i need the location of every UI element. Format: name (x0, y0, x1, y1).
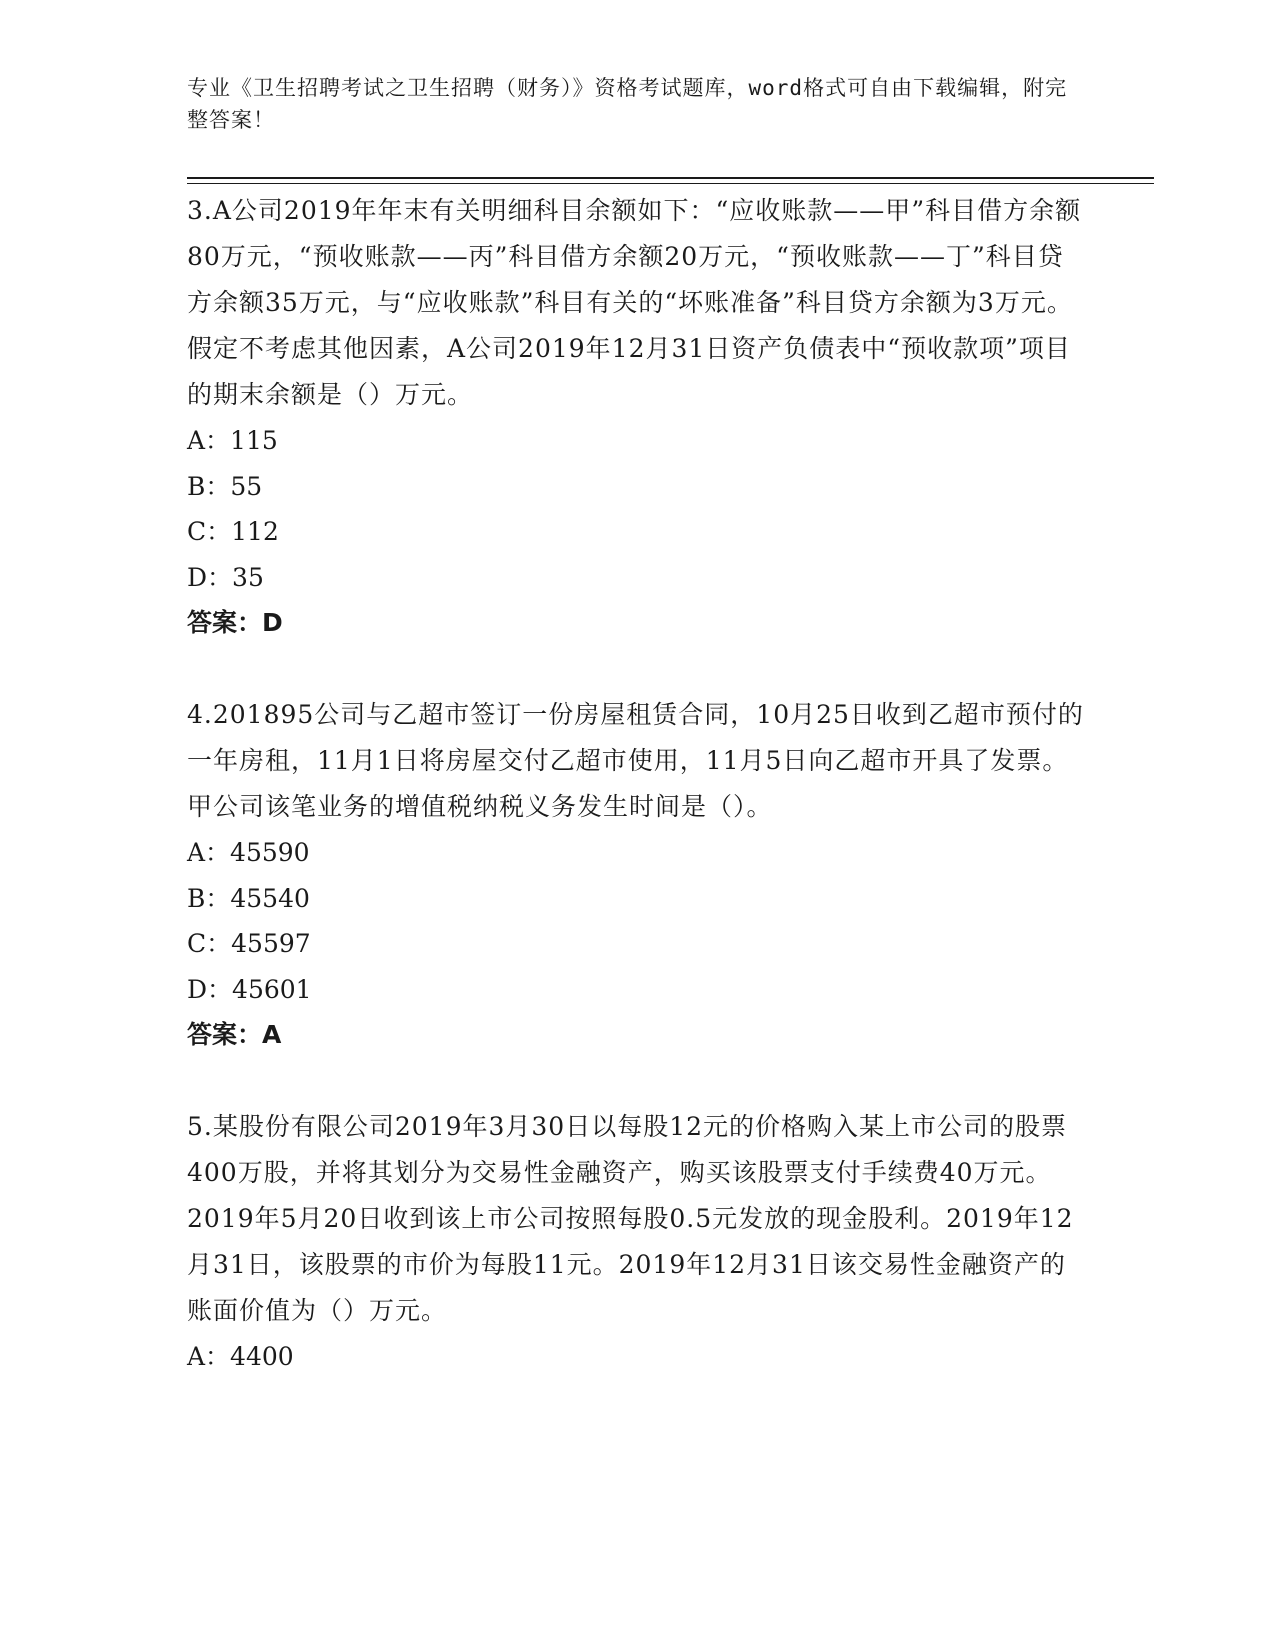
option-d: D：45601 (187, 974, 312, 1004)
option-c: C：112 (187, 517, 279, 546)
question-text: 4.201895公司与乙超市签订一份房屋租赁合同，10月25日收到乙超市预付的一年房租，11月1日将房屋交付乙超市使用，11月5日向乙超市开具了发票。甲公司该笔业务的增值税纳税义务发生时间是（）。 (187, 700, 1084, 821)
answer-line: 答案：A (187, 1020, 282, 1049)
question-spacer (187, 646, 1087, 692)
header-intro-text: 专业《卫生招聘考试之卫生招聘（财务）》资格考试题库，word格式可自由下载编辑，附完整答案！ (187, 76, 1068, 132)
option-b: B：45540 (187, 883, 310, 913)
question-3 (187, 188, 1087, 646)
option-a: A：45590 (187, 838, 310, 867)
question-4 (187, 692, 1087, 1058)
question-text: 5.某股份有限公司2019年3月30日以每股12元的价格购入某上市公司的股票400万股，并将其划分为交易性金融资产，购买该股票支付手续费40万元。2019年5月20日收到该上市公司按照每股0.5元发放的现金股利。2019年12月31日，该股票的市价为每股11元。2019年12月31日该交易性金融资产的账面价值为（）万元。 (187, 1112, 1074, 1325)
option-a: A：115 (187, 426, 278, 455)
answer-line: 答案：D (187, 608, 283, 637)
option-b: B：55 (187, 471, 263, 501)
header-divider-thick (187, 177, 1154, 179)
question-spacer (187, 1058, 1087, 1104)
option-c: C：45597 (187, 929, 311, 958)
header-divider-thin (187, 183, 1154, 184)
question-text: 3.A公司2019年年末有关明细科目余额如下：“应收账款——甲”科目借方余额80万元，“预收账款——丙”科目借方余额20万元，“预收账款——丁”科目贷方余额35万元，与“应收账款”科目有关的“坏账准备”科目贷方余额为3万元。假定不考虑其他因素，A公司2019年12月31日资产负债表中“预收款项”项目的期末余额是（）万元。 (187, 196, 1082, 409)
option-d: D：35 (187, 562, 264, 592)
document-header (187, 72, 1077, 136)
question-5 (187, 1104, 1087, 1380)
question-list (187, 188, 1087, 1380)
option-a: A：4400 (187, 1342, 294, 1371)
